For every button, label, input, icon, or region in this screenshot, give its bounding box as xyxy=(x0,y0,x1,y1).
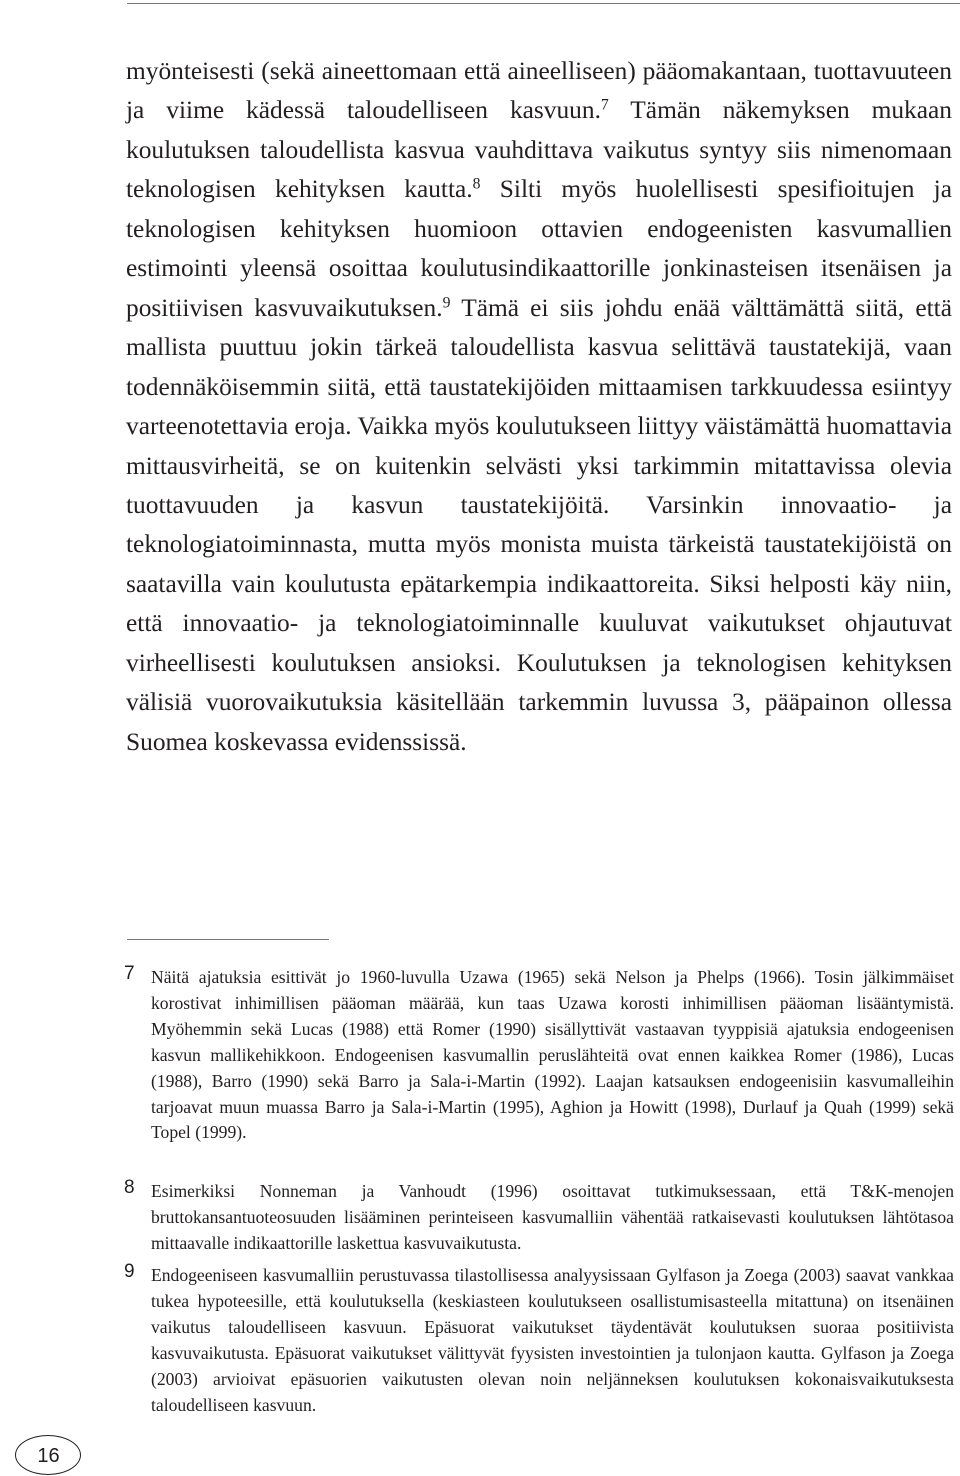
body-text-part-4: Tämä ei siis johdu enää välttämättä siitä, että mallista puuttuu jokin tärkeä taloudellista kasvua selittävä taustatekijä, vaan todennäköisemmin siitä, että taustatekijöiden mittaamisen tarkkuudessa esiintyy varteenotettavia eroja. Vaikka myös koulutukseen liittyy väistämättä huomattavia mittausvirheitä, se on kuitenkin selvästi yksi tarkimmin mitattavissa olevia tuottavuuden ja kasvun taustatekijöitä. Varsinkin innovaatio- ja teknologiatoiminnasta, mutta myös monista muista tärkeistä taustatekijöistä on saatavilla vain koulutusta epätarkempia indikaattoreita. Siksi helposti käy niin, että innovaatio- ja teknologiatoiminnalle kuuluvat vaikutukset ohjautuvat virheellisesti koulutuksen ansioksi. Koulutuksen ja teknologisen kehityksen välisiä vuorovaikutuksia käsitellään tarkemmin luvussa 3, pääpainon ollessa Suomea koskevassa evidenssissä. xyxy=(126,293,953,756)
footnote-ref-7[interactable]: 7 xyxy=(600,96,609,114)
footnote-text: Esimerkiksi Nonneman ja Vanhoudt (1996) osoittavat tutkimuksessaan, että T&K-menojen bruttokansantuoteosuuden lisääminen perinteiseen kasvumalliin vähentää ratkaisevasti koulutuksen lähtötasoa mittaavalle indikaattorille laskettua kasvuvaikutusta. xyxy=(151,1181,954,1253)
footnote-9 xyxy=(124,1263,954,1418)
footnote-ref-9[interactable]: 9 xyxy=(442,294,451,312)
footnote-number: 8 xyxy=(124,1177,135,1198)
footnote-ref-8[interactable]: 8 xyxy=(472,175,481,193)
body-text-part-1: myönteisesti (sekä aineettomaan että aineelliseen) pääomakantaan, tuottavuuteen ja viime kädessä taloudelliseen kasvuun. xyxy=(126,57,952,125)
footnote-separator xyxy=(127,939,329,940)
footnote-text: Endogeeniseen kasvumalliin perustuvassa tilastollisessa analyysissaan Gylfason ja Zoega (2003) saavat vankkaa tukea hypoteesille, että koulutuksella (keskiasteen koulutukseen osallistumisasteella mitattuna) on itsenäinen vaikutus taloudelliseen kasvuun. Epäsuorat vaikutukset täydentävät koulutuksen suoraa positiivista kasvuvaikutusta. Epäsuorat vaikutukset välittyvät fyysisten investointien ja tulonjaon kautta. Gylfason ja Zoega (2003) arvioivat epäsuorien vaikutusten olevan noin neljänneksen koulutuksen kokonaisvaikutuksesta taloudelliseen kasvuun. xyxy=(151,1265,954,1415)
body-paragraph xyxy=(126,52,952,762)
footnote-number: 9 xyxy=(124,1261,135,1282)
footnote-7 xyxy=(124,965,954,1146)
page-number: 16 xyxy=(15,1435,81,1475)
footnote-number: 7 xyxy=(124,963,135,984)
header-rule xyxy=(127,3,960,4)
body-text-part-3: Silti myös huolellisesti spesifioitujen ja teknologisen kehityksen huomioon ottavien endogeenisten kasvumallien estimointi yleensä osoittaa koulutusindikaattorille jonkinasteisen itsenäisen ja positiivisen kasvuvaikutuksen. xyxy=(126,175,952,322)
footnote-text: Näitä ajatuksia esittivät jo 1960-luvulla Uzawa (1965) sekä Nelson ja Phelps (1966). Tosin jälkimmäiset korostivat inhimillisen pääoman määrää, kun taas Uzawa korosti inhimillisen pääoman lisääntymistä. Myöhemmin sekä Lucas (1988) että Romer (1990) sisällyttivät vastaavan tyyppisiä ajatuksia endogeenisen kasvun mallikehikkoon. Endogeenisen kasvumallin peruslähteitä ovat ennen kaikkea Romer (1986), Lucas (1988), Barro (1990) sekä Barro ja Sala-i-Martin (1992). Laajan katsauksen endogeenisiin kasvumalleihin tarjoavat muun muassa Barro ja Sala-i-Martin (1995), Aghion ja Howitt (1998), Durlauf ja Quah (1999) sekä Topel (1999). xyxy=(151,967,954,1143)
body-text-part-2: Tämän näkemyksen mukaan koulutuksen taloudellista kasvua vauhdittava vaikutus syntyy siis nimenomaan teknologisen kehityksen kautta. xyxy=(126,96,952,204)
footnote-8 xyxy=(124,1179,954,1257)
